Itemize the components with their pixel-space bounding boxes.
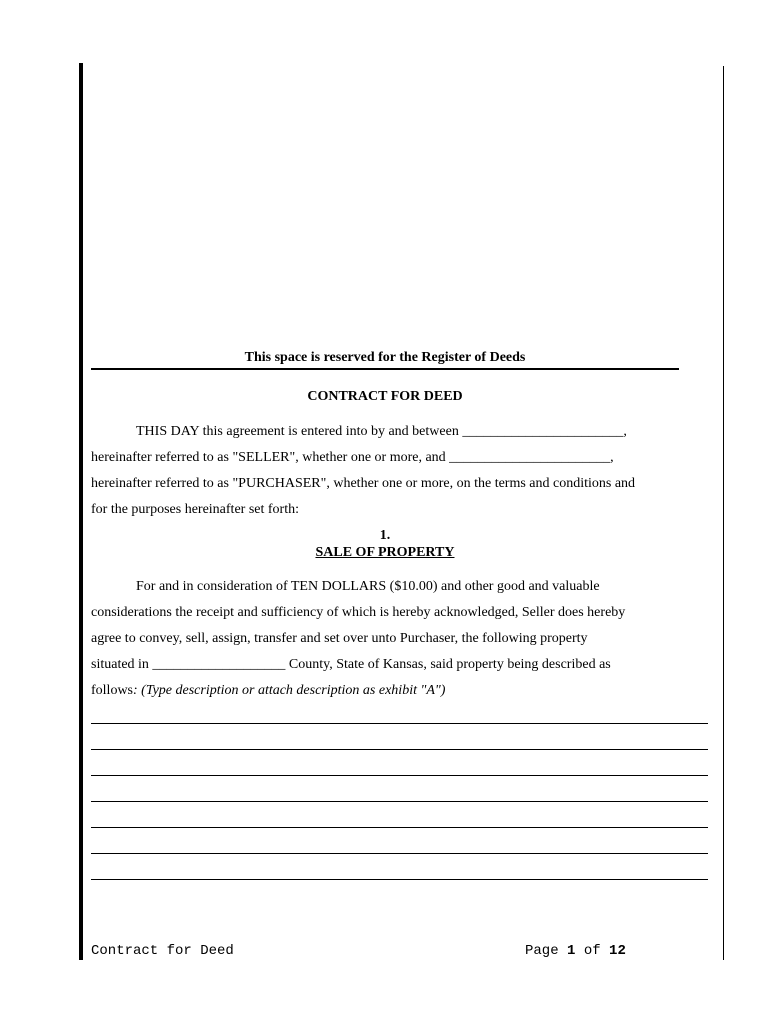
description-blank-line <box>91 879 708 880</box>
left-margin-bar <box>79 63 83 960</box>
sale-line-1: For and in consideration of TEN DOLLARS ($10.00) and other good and valuable <box>136 579 600 594</box>
sale-line-3: agree to convey, sell, assign, transfer and set over unto Purchaser, the following property <box>91 631 588 646</box>
description-blank-line <box>91 775 708 776</box>
sale-line-2: considerations the receipt and sufficiency of which is hereby acknowledged, Seller does hereby <box>91 605 626 620</box>
description-blank-line <box>91 749 708 750</box>
register-of-deeds-rule <box>91 368 679 370</box>
footer-document-name: Contract for Deed <box>91 943 234 959</box>
description-instruction: : (Type description or attach description as exhibit "A") <box>133 683 446 698</box>
intro-paragraph <box>91 419 691 523</box>
intro-line-4: for the purposes hereinafter set forth: <box>91 502 299 517</box>
footer-page-indicator: Page 1 of 12 <box>525 943 626 959</box>
sale-line-4: situated in ___________________ County, State of Kansas, said property being described as <box>91 657 611 672</box>
intro-line-1: THIS DAY this agreement is entered into by and between _______________________, <box>136 424 627 439</box>
register-of-deeds-label: This space is reserved for the Register of Deeds <box>244 350 526 365</box>
sale-line-5: follows: (Type description or attach description as exhibit "A") <box>91 683 446 698</box>
current-page-number: 1 <box>567 943 576 959</box>
total-pages-number: 12 <box>609 943 626 959</box>
description-blank-line <box>91 853 708 854</box>
document-title: CONTRACT FOR DEED <box>307 389 463 404</box>
section-heading: SALE OF PROPERTY <box>315 545 455 560</box>
sale-of-property-paragraph <box>91 574 691 704</box>
description-blank-line <box>91 723 708 724</box>
description-blank-line <box>91 827 708 828</box>
section-number: 1. <box>379 528 391 543</box>
description-blank-line <box>91 801 708 802</box>
right-margin-line <box>723 66 724 960</box>
intro-line-2: hereinafter referred to as "SELLER", whether one or more, and _______________________, <box>91 450 614 465</box>
intro-line-3: hereinafter referred to as "PURCHASER", whether one or more, on the terms and conditions and <box>91 476 636 491</box>
